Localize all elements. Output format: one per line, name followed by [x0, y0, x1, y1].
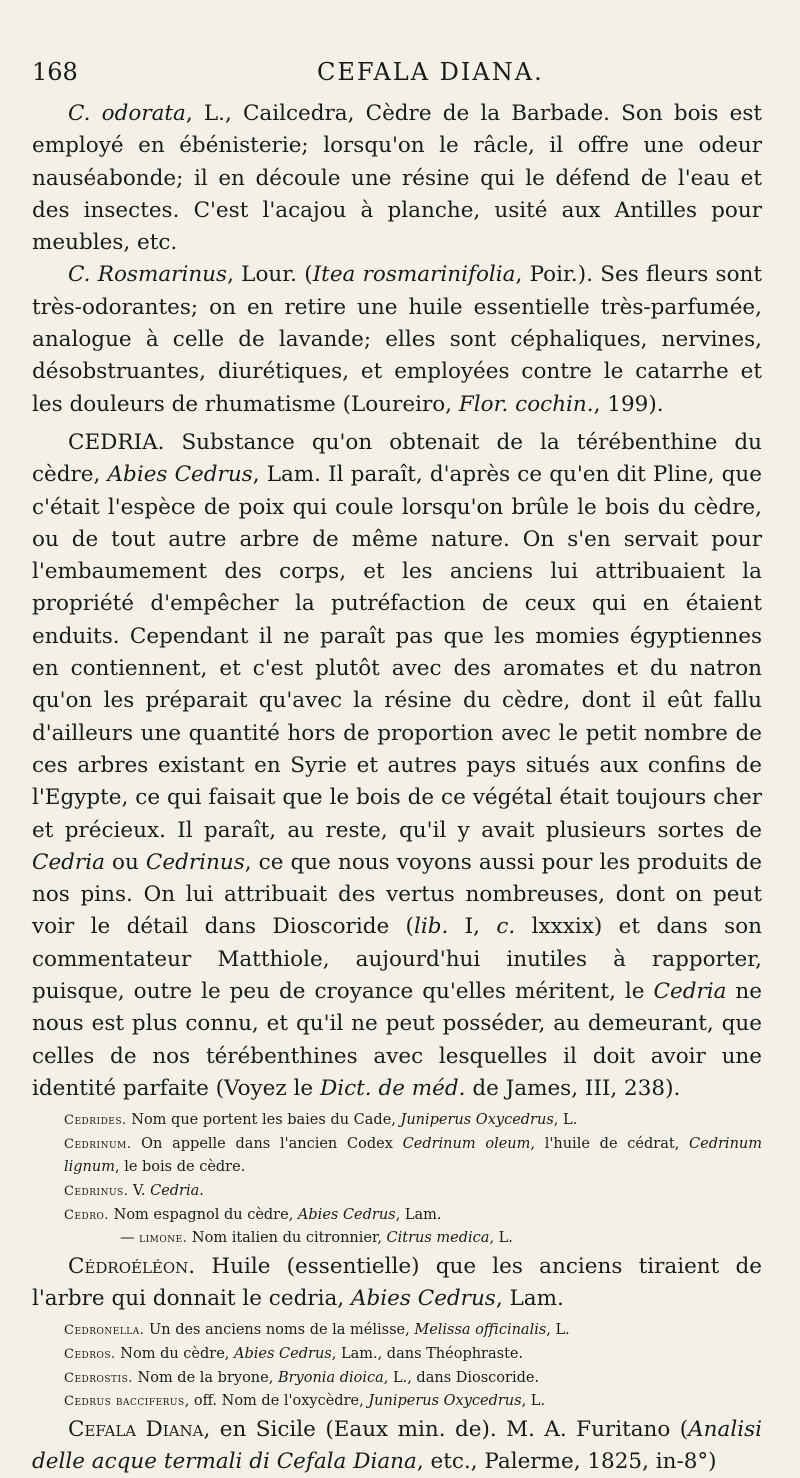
text-run: , Lam. — [395, 1206, 442, 1223]
text-run: Nom que portent les baies du Cade, — [126, 1112, 401, 1129]
italic-run: Juniperus Oxycedrus — [368, 1393, 522, 1410]
entry-cedro-limone — [32, 1227, 762, 1251]
text-run: , L., Cailcedra, Cèdre de la Barbade. Son bois est employé en ébénisterie; lorsqu'on le râcle, il offre une odeur nauséabonde; il en découle une résine qui le défend de l'eau et des insectes. C'est l'acajou à planche, usité aux Antilles pour meubles, etc. — [32, 101, 763, 256]
headword: Cedrinum. — [64, 1136, 132, 1152]
italic-run: Analisi delle acque termali di Cefala Diana — [32, 1416, 763, 1475]
headword: Cedrinus. — [64, 1183, 129, 1199]
text-run: lxxxix) et dans son commentateur Matthiole, aujourd'hui inutiles à rapporter, puisque, outre le peu de croyance qu'elles méritent, le — [32, 914, 762, 1005]
headword: Cedrostis. — [64, 1370, 133, 1386]
text-run: , le bois de cèdre. — [114, 1159, 246, 1176]
headword: Cedrides. — [64, 1113, 127, 1129]
headword: Cefala Diana — [68, 1416, 204, 1442]
headword: Cedros. — [64, 1346, 116, 1362]
text-run: , L., dans Dioscoride. — [383, 1369, 540, 1386]
entry-cedrus-bacciferus — [32, 1390, 762, 1414]
text-run: On appelle dans l'ancien Codex — [131, 1135, 403, 1152]
italic-run: c. — [496, 914, 516, 940]
italic-run: Cedria — [653, 979, 727, 1005]
italic-run: Cedrinum lignum — [64, 1135, 762, 1176]
text-run: , L. — [489, 1230, 513, 1247]
italic-run: C. odorata — [68, 101, 186, 126]
italic-run: Dict. de méd. — [319, 1075, 466, 1101]
entry-cedrostis — [32, 1367, 762, 1391]
text-run: I, — [448, 914, 497, 940]
text-run: de James, III, 238). — [465, 1075, 681, 1101]
text-run: Nom espagnol du cèdre, — [109, 1206, 298, 1223]
text-run: , Lam. Il paraît, d'après ce qu'en dit Pline, que c'était l'espèce de poix qui coule lorsqu'on brûle le bois du cèdre, ou de tout autre arbre de même nature. On s'en servait pour l'embaumement des corps, et les anciens lui attribuaient la propriété d'empêcher la putréfaction de ceux qui en étaient enduits. Cependant il ne paraît pas que les momies égyptiennes en contiennent, et c'est plutôt avec des aromates et du natron qu'on les préparait qu'avec la résine du cèdre, dont il eût fallu d'ailleurs une quantité hors de proportion avec le petit nombre de ces arbres existant en Syrie et autres pays situés aux confins de l'Egypte, ce qui faisait que le bois de ce végétal était toujours cher et précieux. Il paraît, au reste, qu'il y avait plusieurs sortes de — [32, 462, 763, 843]
entry-cedros — [32, 1343, 762, 1367]
text-run: Un des anciens noms de la mélisse, — [144, 1322, 415, 1339]
headword: Cedrus bacciferus — [64, 1394, 185, 1410]
page-number: 168 — [32, 58, 78, 86]
italic-run: Melissa officinalis — [414, 1322, 547, 1339]
text-run: ne nous est plus connu, et qu'il ne peut posséder, au demeurant, que celles de nos térébenthines avec lesquelles il doit avoir une identité parfaite (Voyez le — [32, 979, 762, 1101]
entry-cedroeleon — [32, 1251, 762, 1316]
text-run: , Lam. — [495, 1286, 564, 1312]
running-title: CEFALA DIANA. — [317, 58, 544, 86]
italic-run: Cedrinus — [145, 849, 245, 875]
text-run: Nom du cèdre, — [115, 1345, 235, 1362]
italic-run: Abies Cedrus — [107, 462, 253, 488]
italic-run: Abies Cedrus — [350, 1286, 496, 1312]
text-run: , l'huile de cédrat, — [530, 1135, 690, 1152]
italic-run: Abies Cedrus — [234, 1345, 332, 1362]
italic-run: Itea rosmarinifolia — [312, 262, 516, 288]
entry-cedronella — [32, 1319, 762, 1343]
text-run: , ce que nous voyons aussi pour les produits de nos pins. On lui attribuait des vertus nombreuses, dont on peut voir le détail dans Dioscoride ( — [32, 849, 762, 940]
entry-cedro — [32, 1204, 762, 1228]
italic-run: Flor. cochin. — [458, 391, 594, 417]
text-run: , Lour. ( — [227, 262, 313, 288]
italic-run: Juniperus Oxycedrus — [400, 1112, 554, 1129]
italic-run: Cedrinum oleum — [402, 1135, 531, 1152]
entry-cedrinum — [32, 1133, 762, 1180]
entry-cedrinus — [32, 1180, 762, 1204]
italic-run: Cedria. — [150, 1182, 204, 1199]
text-run: ou — [104, 849, 146, 875]
entry-c-odorata — [32, 98, 762, 259]
text-run: , en Sicile (Eaux min. de). M. A. Furitano ( — [203, 1416, 689, 1442]
italic-run: Abies Cedrus — [297, 1206, 396, 1223]
text-run: Nom italien du citronnier, — [187, 1230, 387, 1247]
text-run: , etc., Palerme, 1825, in-8°) — [416, 1449, 717, 1475]
text-run: , L. — [553, 1112, 578, 1129]
text-run: , Poir.). Ses fleurs sont très-odorantes; on en retire une huile essentielle très-parfumée, analogue à celle de lavande; elles sont céphaliques, nervines, désobstruantes, diurétiques, et employées contre le catarrhe et les douleurs de rhumatisme (Loureiro, — [32, 262, 763, 417]
entry-cedria — [32, 427, 762, 1105]
text-run: , off. Nom de l'oxycèdre, — [184, 1393, 369, 1410]
text-run: , 199). — [593, 391, 664, 417]
italic-run: Citrus medica — [386, 1230, 490, 1247]
text-run: V. — [128, 1182, 151, 1199]
entry-cedrides — [32, 1109, 762, 1133]
entry-cefala-diana — [32, 1414, 762, 1478]
entry-c-rosmarinus — [32, 259, 762, 420]
page-header — [32, 58, 762, 98]
text-run: , L. — [546, 1322, 570, 1339]
italic-run: lib. — [413, 914, 449, 940]
text-run: Huile (essentielle) que les anciens tiraient de l'arbre qui donnait le cedria, — [32, 1253, 762, 1312]
text-run: — — [120, 1230, 140, 1247]
italic-run: C. Rosmarinus — [68, 262, 228, 288]
text-run: , L. — [521, 1393, 546, 1410]
text-run: CEDRIA. Substance qu'on obtenait de la térébenthine du cèdre, — [32, 429, 762, 488]
headword: Cedronella. — [64, 1323, 145, 1339]
headword: limone. — [139, 1231, 188, 1247]
italic-run: Cedria — [32, 849, 105, 875]
text-run: , Lam., dans Théophraste. — [331, 1345, 524, 1362]
headword: Cedro. — [64, 1207, 110, 1223]
text-run: Nom de la bryone, — [132, 1369, 278, 1386]
headword: Cédroéléon. — [68, 1253, 196, 1279]
italic-run: Bryonia dioica — [277, 1369, 384, 1386]
